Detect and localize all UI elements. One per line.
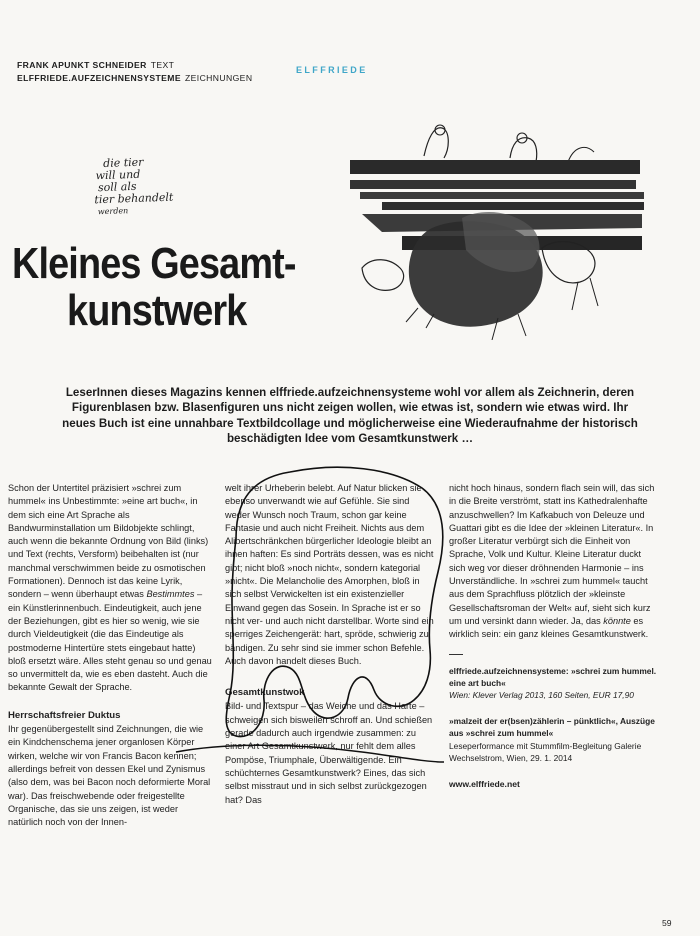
handwritten-line: werden <box>97 206 129 217</box>
text-column-2 <box>225 482 435 807</box>
paragraph: Ihr gegenübergestellt sind Zeichnungen, die wie ein Kindchenschema jener organlosen Körper wirken, welche wir von Francis Bacon kennen; allerdings befreit von dessen Ekel und Zynismus (also dem, was bei Bacon noch deformierte Moral war). Das freischwebende oder freigestellte Organische, das sie uns zeigen, ist weder natürlich noch von der Innen- <box>8 724 211 828</box>
reference-title: elffriede.aufzeichnensysteme: »schrei zum hummel. eine art buch« <box>449 665 657 688</box>
section-heading: Herrschaftsfreier Duktus <box>8 709 121 721</box>
paragraph: welt ihrer Urheberin belebt. Auf Natur blicken sie ebenso unverwandt wie auf Gefühle. Sie sind weder Wunsch noch Traum, schon gar keine Fantasie und auch nicht Freiheit. Nichts aus dem Alibertschränkchen bürgerlicher Ideologie bleibt an ihnen haften: Es sind Porträts dessen, was es nicht gibt; nicht bloß »noch nicht«, sondern kategorial »nicht«. Die Melancholie des Amorphen, bloß in sich selbst Verwickelten ist ein existenzieller Einwand gegen das Sosein. In Sprache ist er so nicht ver- und auch nicht darstellbar. Worte sind ein sperriges Zeichengerät: hart, spröde, schwierig zu bändigen. Zu sehr sind sie immer schon Befehle. Auch davon handelt dieses Buch. <box>225 483 434 666</box>
event-reference <box>449 715 659 764</box>
reference-text: Leseperformance mit Stummfilm-Begleitung Galerie Wechselstrom, Wien, 29. 1. 2014 <box>449 740 642 763</box>
article-title <box>12 240 296 334</box>
paragraph-text: Schon der Untertitel präzisiert »schrei zum hummel« ins Unbestimmte: »eine art buch«, in dem sich eine Art Sprache als Bandwurminstallation um Bildobjekte schlingt, auch wenn die bekannte Ordnung von Bild (links) und Text (rechts, Versform) beibehalten ist (nur manchmal verschwimmen beide zu osmotischen Formationen). Dennoch ist das keine Lyrik, sondern – wenn überhaupt etwas <box>8 483 209 600</box>
divider <box>449 654 463 655</box>
handwritten-note <box>91 156 174 219</box>
paragraph <box>449 482 659 642</box>
paragraph-text: nicht hoch hinaus, sondern flach sein will, das sich in die Breite verströmt, statt ins Kathedralenhafte anzuschwellen? Im Kafkabuch von Deleuze und Guattari gibt es die Idee der »kleinen Literatur«. In großer Literatur verbürgt sich die Einheit von Sprache, Volk und Kultur. Kleine Literatur duckt sich weg vor dieser dröhnenden Harmonie – ins Unverständliche. In »schrei zum hummel« taucht aus dem Sprachfluss plötzlich der »kleinste Gesellschaftsroman der Welt« auf, sieht sich kurz um und versinkt dann wieder. Ja, das <box>449 483 655 626</box>
reference-title: »malzeit der er(bsen)zählerin – pünktlich«, Auszüge aus »schrei zum hummel« <box>449 716 655 739</box>
text-column-3 <box>449 482 659 791</box>
title-line-2: kunstwerk <box>67 286 247 335</box>
book-reference <box>449 665 659 702</box>
reference-publisher: Wien: Klever Verlag 2013, 160 Seiten, EUR 17,90 <box>449 689 634 700</box>
ink-drawing-illustration <box>342 118 647 340</box>
handwritten-line: tier behandelt <box>94 190 174 207</box>
paragraph-text: es wirklich sein: ein ganz kleines Gesamtkunstwerk. <box>449 615 649 640</box>
page-number: 59 <box>662 918 672 928</box>
emphasis: Bestimmtes <box>146 589 195 600</box>
author-name: FRANK APUNKT SCHNEIDER <box>17 60 147 70</box>
paragraph: Bild- und Textspur – das Weiche und das Harte – schweigen sich bisweilen schroff an. Und schießen gerade dadurch auch irgendwie zusammen: zu einer Art Gesamtkunstwerk, nur fehlt dem alles Pompöse, Triumphale, Überwältigende. Ein schüchternes Gesamtkunstwerk? Eines, das sich selbst misstraut und in sich selbst zurückgezogen hat? Das <box>225 701 433 805</box>
author-credit <box>17 60 174 70</box>
artist-role: ZEICHNUNGEN <box>185 73 253 83</box>
handwritten-line: die tier <box>102 155 144 171</box>
author-role: TEXT <box>150 60 175 70</box>
paragraph <box>8 482 213 695</box>
section-heading: Gesamtkunstwok <box>225 687 305 699</box>
emphasis: könnte <box>603 615 631 626</box>
handwritten-line: soll als <box>97 179 137 195</box>
handwritten-line: will und <box>95 167 141 183</box>
artist-name: ELFFRIEDE.AUFZEICHNENSYSTEME <box>17 73 181 83</box>
website-link[interactable]: www.elffriede.net <box>449 778 520 789</box>
text-column-1 <box>8 482 213 829</box>
paragraph-text: – ein Künstlerinnenbuch. Eindeutigkeit, auch jene der Beziehungen, gibt es hier so wenig, wie sie durch Vieldeutigkeit (die das Eindeutige als postmoderne Hintertüre stets eingebaut hatte) bloß ersetzt wäre. Alles steht genau so und genau so unvermittelt da, wie es eben dasteht. Auch die bekannte Gewalt der Sprache. <box>8 589 212 693</box>
title-line-1: Kleines Gesamt- <box>12 239 296 288</box>
artist-credit <box>17 73 252 83</box>
article-lead: LeserInnen dieses Magazins kennen elffriede.aufzeichnensysteme wohl vor allem als Zeichnerin, deren Figurenblasen bzw. Blasenfiguren uns nicht zeigen wollen, wie etwas ist, sondern wie etwas wird. Ihr neues Buch ist eine unnahbare Textbildcollage und möglicherweise eine Wiederaufnahme der historisch beschädigten Idee vom Gesamtkunstwerk … <box>62 386 638 445</box>
magazine-section-label: ELFFRIEDE <box>296 65 368 75</box>
